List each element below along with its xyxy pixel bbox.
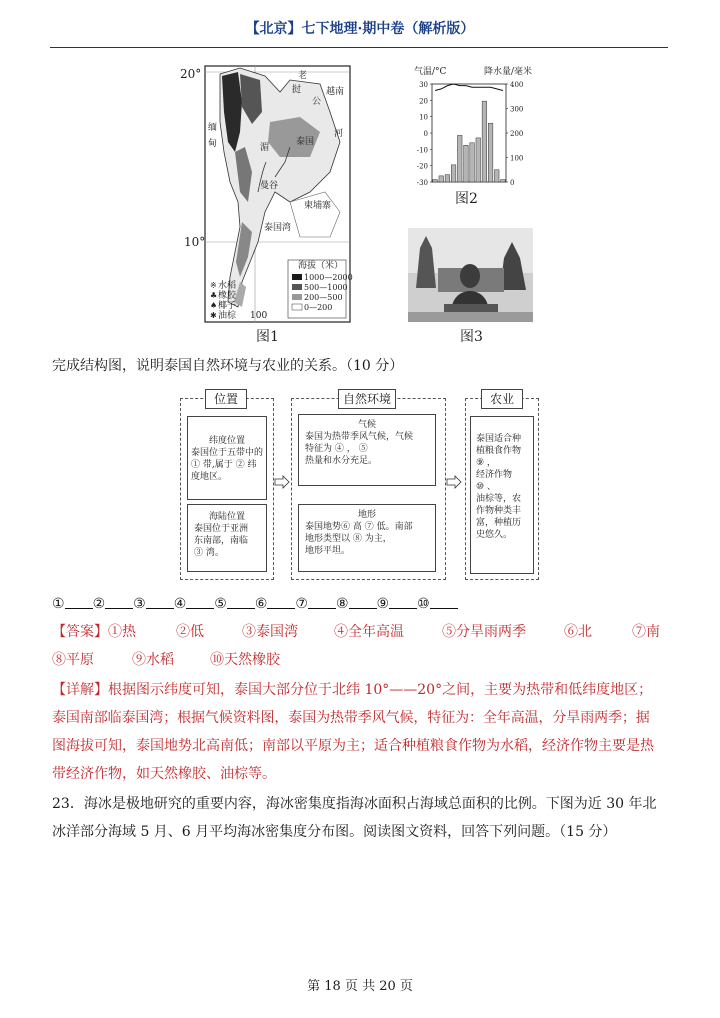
left-tick-label: 20 [419, 97, 428, 106]
climate-line-4: 热量和水分充足。 [305, 456, 378, 466]
label-myanmar-b: 甸 [208, 139, 218, 149]
svg-text:♣: ♣ [210, 291, 218, 300]
fig2-ylabel-left: 气温/°C [414, 67, 447, 77]
left-tick-label: -20 [416, 162, 428, 171]
latitude-box [187, 416, 267, 500]
precip-bar [470, 143, 475, 182]
page-header: 【北京】七下地理·期中卷（解析版） [245, 21, 475, 37]
right-tick-label: 100 [510, 154, 524, 163]
left-tick-label: -10 [416, 146, 428, 155]
answer-2: ②低 [176, 624, 204, 640]
blank-7: ⑦ [295, 596, 308, 612]
answer-1: ①热 [108, 624, 136, 640]
fig2-chart [400, 66, 540, 190]
precip-bar [457, 135, 462, 182]
blank-5: ⑤ [214, 596, 227, 612]
crop-legend-3: 椰子 [218, 301, 237, 311]
svg-text:✱: ✱ [210, 311, 217, 320]
sea-position-box [187, 504, 267, 572]
fig3-caption: 图3 [460, 329, 483, 345]
task-prompt: 完成结构图，说明泰国自然环境与农业的关系。（10 分） [52, 358, 404, 374]
detail-line-3: 图海拔可知，泰国地势北高南低；南部以平原为主；适合种植粮食作物为水稻，经济作物主要是热 [52, 738, 654, 754]
agri-line-6: 油棕等，农 [476, 494, 522, 504]
lon-100-label: 100 [250, 311, 268, 321]
position-title: 位置 [205, 389, 247, 409]
climate-box [298, 414, 436, 486]
left-tick-label: 0 [423, 130, 428, 138]
terrain-line-1: 地形 [357, 510, 376, 520]
climate-line-2: 泰国为热带季风气候，气候 [305, 432, 414, 442]
precip-bar [439, 176, 444, 182]
agri-line-1: 泰国适合种 [476, 434, 522, 444]
answer-line-1 [52, 618, 672, 646]
header-rule [50, 47, 668, 48]
detail-line-4: 带经济作物，如天然橡胶、油棕等。 [52, 766, 276, 782]
blank-6: ⑥ [254, 596, 268, 612]
answer-6: ⑥北 [564, 624, 592, 640]
fig2-ylabel-right: 降水量/毫米 [484, 67, 533, 77]
answer-8: ⑧平原 [52, 652, 94, 668]
answer-tag: 【答案】 [52, 624, 108, 640]
detail-line-1 [52, 676, 677, 704]
plot-frame [432, 84, 506, 182]
blank-8: ⑧ [335, 596, 349, 612]
latitude-line-4: 度地区。 [191, 472, 228, 482]
q23-line-2: 冰洋部分海域 5 月、6 月平均海冰密集度分布图。阅读图文资料，回答下列问题。（15 分） [52, 824, 617, 840]
blank-line [52, 590, 458, 618]
right-tick-label: 300 [510, 105, 524, 114]
label-laos-a: 老 [298, 71, 308, 81]
agri-line-2: 植粮食作物 [476, 446, 522, 456]
answer-5: ⑤分旱雨两季 [442, 624, 526, 640]
answer-7: ⑦南 [632, 624, 660, 640]
label-bangkok: 曼谷 [260, 181, 279, 191]
precip-bar [433, 180, 438, 182]
left-tick-label: -30 [416, 179, 428, 187]
label-vietnam: 越南 [326, 87, 345, 97]
blank-9: ⑨ [376, 596, 390, 612]
lat-10-label: 10° [184, 235, 206, 249]
terrain-line-2: 泰国地势⑥ 高 ⑦ 低。南部 [305, 522, 413, 532]
agri-line-4: 经济作物 [476, 470, 513, 480]
label-gulf: 泰国湾 [264, 223, 292, 233]
latitude-line-2: 泰国位于五带中的 [191, 448, 264, 458]
answer-9: ⑨水稻 [132, 652, 174, 668]
terrain-box [298, 504, 436, 572]
page-footer: 第 18 页 共 20 页 [307, 979, 413, 994]
sea-line-1: 海陆位置 [208, 512, 245, 522]
label-he: 河 [334, 129, 344, 139]
answer-4: ④全年高温 [334, 624, 404, 640]
answer-3: ③泰国湾 [242, 624, 298, 640]
fig2-caption: 图2 [455, 191, 478, 207]
legend-item-3: 200—500 [304, 293, 343, 302]
label-river: 湄 [260, 143, 270, 153]
blank-1: ① [52, 596, 65, 612]
label-laos-b: 挝 [292, 85, 302, 95]
detail-tag: 【详解】 [52, 682, 108, 698]
latitude-line-1: 纬度位置 [208, 436, 245, 446]
sea-line-3: 东南部，南临 [194, 536, 249, 546]
blank-3: ③ [133, 596, 146, 612]
label-cambodia: 柬埔寨 [304, 201, 332, 211]
label-laos-c: 公 [312, 97, 322, 107]
agri-line-3: ⑨ ， [476, 458, 496, 468]
answer-10: ⑩天然橡胶 [210, 652, 280, 668]
left-tick-label: 10 [419, 113, 428, 122]
label-myanmar-a: 缅 [208, 123, 218, 133]
precip-bar [476, 138, 481, 182]
right-tick-label: 0 [510, 179, 515, 187]
blank-2: ② [92, 596, 106, 612]
fig3-photo [408, 228, 533, 322]
svg-text:※: ※ [210, 281, 217, 290]
agriculture-title: 农业 [481, 389, 523, 409]
precip-bar [488, 123, 493, 182]
agri-line-5: ⑩ 、 [476, 482, 496, 492]
legend-title: 海拔（米） [298, 261, 344, 271]
blank-10: ⑩ [417, 596, 430, 612]
precip-bar [501, 180, 506, 182]
precip-bar [494, 170, 499, 182]
sea-line-4: ③ 湾。 [194, 548, 224, 558]
lat-20-label: 20° [180, 67, 202, 81]
detail-line-2: 泰国南部临泰国湾；根据气候资料图，泰国为热带季风气候，特征为：全年高温，分旱雨两季；据 [52, 710, 650, 726]
q23-line-1: 23．海冰是极地研究的重要内容，海冰密集度指海冰面积占海域总面积的比例。下图为近 30 年北 [52, 796, 657, 812]
arrow-1 [274, 474, 290, 488]
agri-line-9: 史悠久。 [476, 530, 513, 540]
right-tick-label: 400 [510, 81, 524, 89]
fig1-caption: 图1 [256, 329, 279, 345]
legend-item-4: 0—200 [304, 303, 333, 312]
right-tick-label: 200 [510, 130, 524, 138]
svg-text:♠: ♠ [210, 301, 218, 310]
latitude-line-3: ① 带,属于 ② 纬 [191, 460, 257, 470]
crop-legend-4: 油棕 [218, 311, 237, 321]
climate-line-1: 气候 [357, 420, 376, 430]
detail-text-1: 根据图示纬度可知，泰国大部分位于北纬 10°——20°之间，主要为热带和低纬度地区； [108, 682, 653, 698]
precip-bar [451, 165, 456, 182]
legend-item-2: 500—1000 [304, 283, 348, 292]
terrain-line-3: 地形类型以 ⑧ 为主， [305, 534, 392, 544]
sea-line-2: 泰国位于亚洲 [194, 524, 249, 534]
arrow-2 [446, 474, 462, 488]
agri-line-8: 富，种植历 [476, 518, 522, 528]
label-thailand: 泰国 [296, 137, 315, 147]
legend-item-1: 1000—2000 [304, 273, 353, 282]
crop-legend-2: 橡胶 [218, 291, 237, 301]
environment-title: 自然环境 [338, 389, 396, 409]
precip-bar [464, 145, 469, 182]
precip-bar [445, 175, 450, 182]
precip-bar [482, 101, 487, 182]
agriculture-box [470, 416, 534, 574]
blank-4: ④ [173, 596, 187, 612]
terrain-line-4: 地形平坦。 [305, 546, 351, 556]
fig1-map [180, 62, 355, 324]
crop-legend-1: 水稻 [218, 281, 237, 291]
left-tick-label: 30 [419, 81, 428, 89]
climate-line-3: 特征为 ④ ， ⑤ [305, 444, 368, 454]
agri-line-7: 作物种类丰 [476, 506, 522, 516]
answer-line-2 [52, 646, 672, 674]
